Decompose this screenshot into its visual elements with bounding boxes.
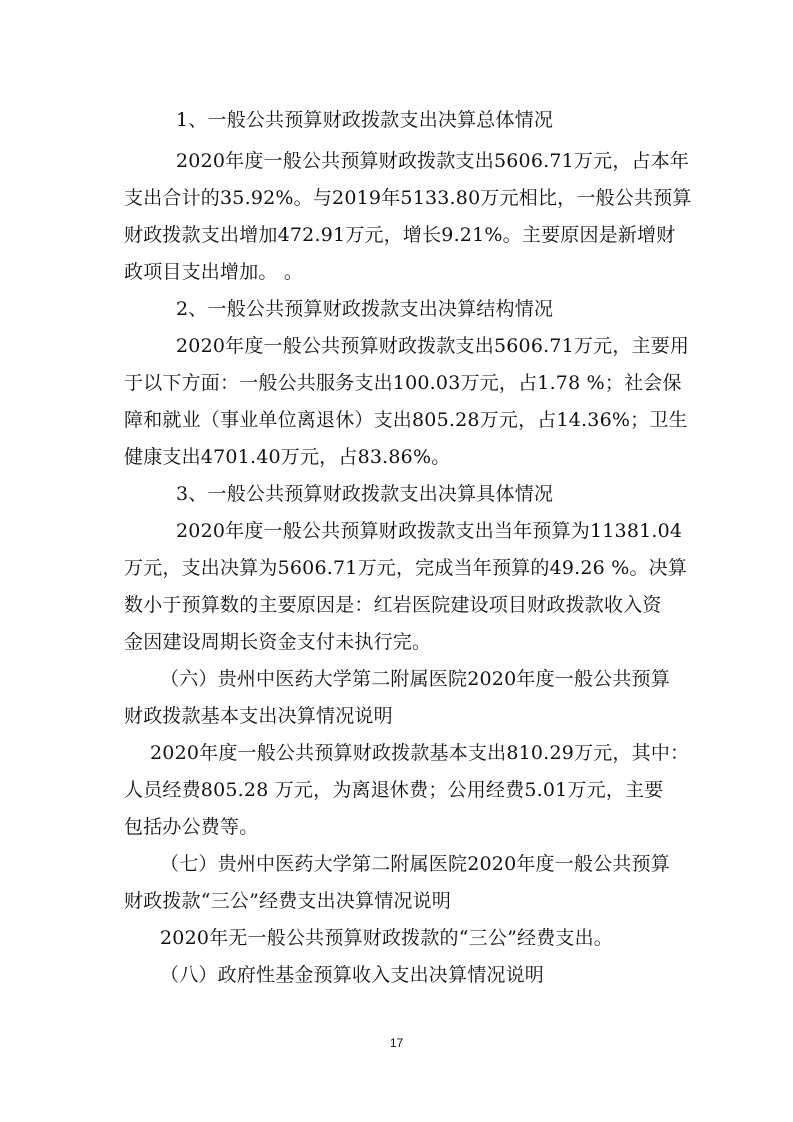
paragraph-line: 万元，支出决算为5606.71万元，完成当年预算的49.26 %。决算 [124, 557, 688, 579]
paragraph-line: 金因建设周期长资金支付未执行完。 [124, 631, 432, 653]
section-heading-basic-expenditure: （六）贵州中医药大学第二附属医院2020年度一般公共预算 [160, 668, 670, 690]
section-heading-three-public-expenses-cont: 财政拨款“三公”经费支出决算情况说明 [124, 890, 452, 912]
section-heading-basic-expenditure-cont: 财政拨款基本支出决算情况说明 [124, 705, 393, 727]
paragraph-line: 2020年度一般公共预算财政拨款基本支出810.29万元，其中： [150, 742, 690, 764]
paragraph-line: 2020年无一般公共预算财政拨款的“三公”经费支出。 [160, 927, 613, 949]
paragraph-line: 人员经费805.28 万元，为离退休费；公用经费5.01万元，主要 [124, 779, 664, 801]
section-heading-general-budget-detail: 3、一般公共预算财政拨款支出决算具体情况 [176, 483, 554, 505]
section-heading-government-fund-budget: （八）政府性基金预算收入支出决算情况说明 [160, 964, 545, 986]
section-heading-three-public-expenses: （七）贵州中医药大学第二附属医院2020年度一般公共预算 [160, 853, 670, 875]
section-heading-general-budget-structure: 2、一般公共预算财政拨款支出决算结构情况 [176, 298, 554, 320]
paragraph-line: 健康支出4701.40万元，占83.86%。 [124, 446, 451, 468]
paragraph-line: 政项目支出增加。 。 [124, 261, 304, 283]
paragraph-line: 于以下方面：一般公共服务支出100.03万元，占1.78 %；社会保 [124, 372, 682, 394]
paragraph-line: 2020年度一般公共预算财政拨款支出5606.71万元，主要用 [176, 335, 690, 357]
paragraph-line: 数小于预算数的主要原因是：红岩医院建设项目财政拨款收入资 [124, 594, 662, 616]
section-heading-general-budget-overall: 1、一般公共预算财政拨款支出决算总体情况 [176, 109, 554, 131]
paragraph-line: 障和就业（事业单位离退休）支出805.28万元，占14.36%；卫生 [124, 409, 688, 431]
paragraph-line: 财政拨款支出增加472.91万元，增长9.21%。主要原因是新增财 [124, 224, 676, 246]
page-number: 17 [389, 1036, 404, 1050]
paragraph-line: 包括办公费等。 [124, 816, 259, 838]
paragraph-line: 2020年度一般公共预算财政拨款支出当年预算为11381.04 [176, 520, 683, 542]
paragraph-line: 支出合计的35.92%。与2019年5133.80万元相比，一般公共预算 [124, 187, 692, 209]
paragraph-line: 2020年度一般公共预算财政拨款支出5606.71万元，占本年 [176, 150, 690, 172]
